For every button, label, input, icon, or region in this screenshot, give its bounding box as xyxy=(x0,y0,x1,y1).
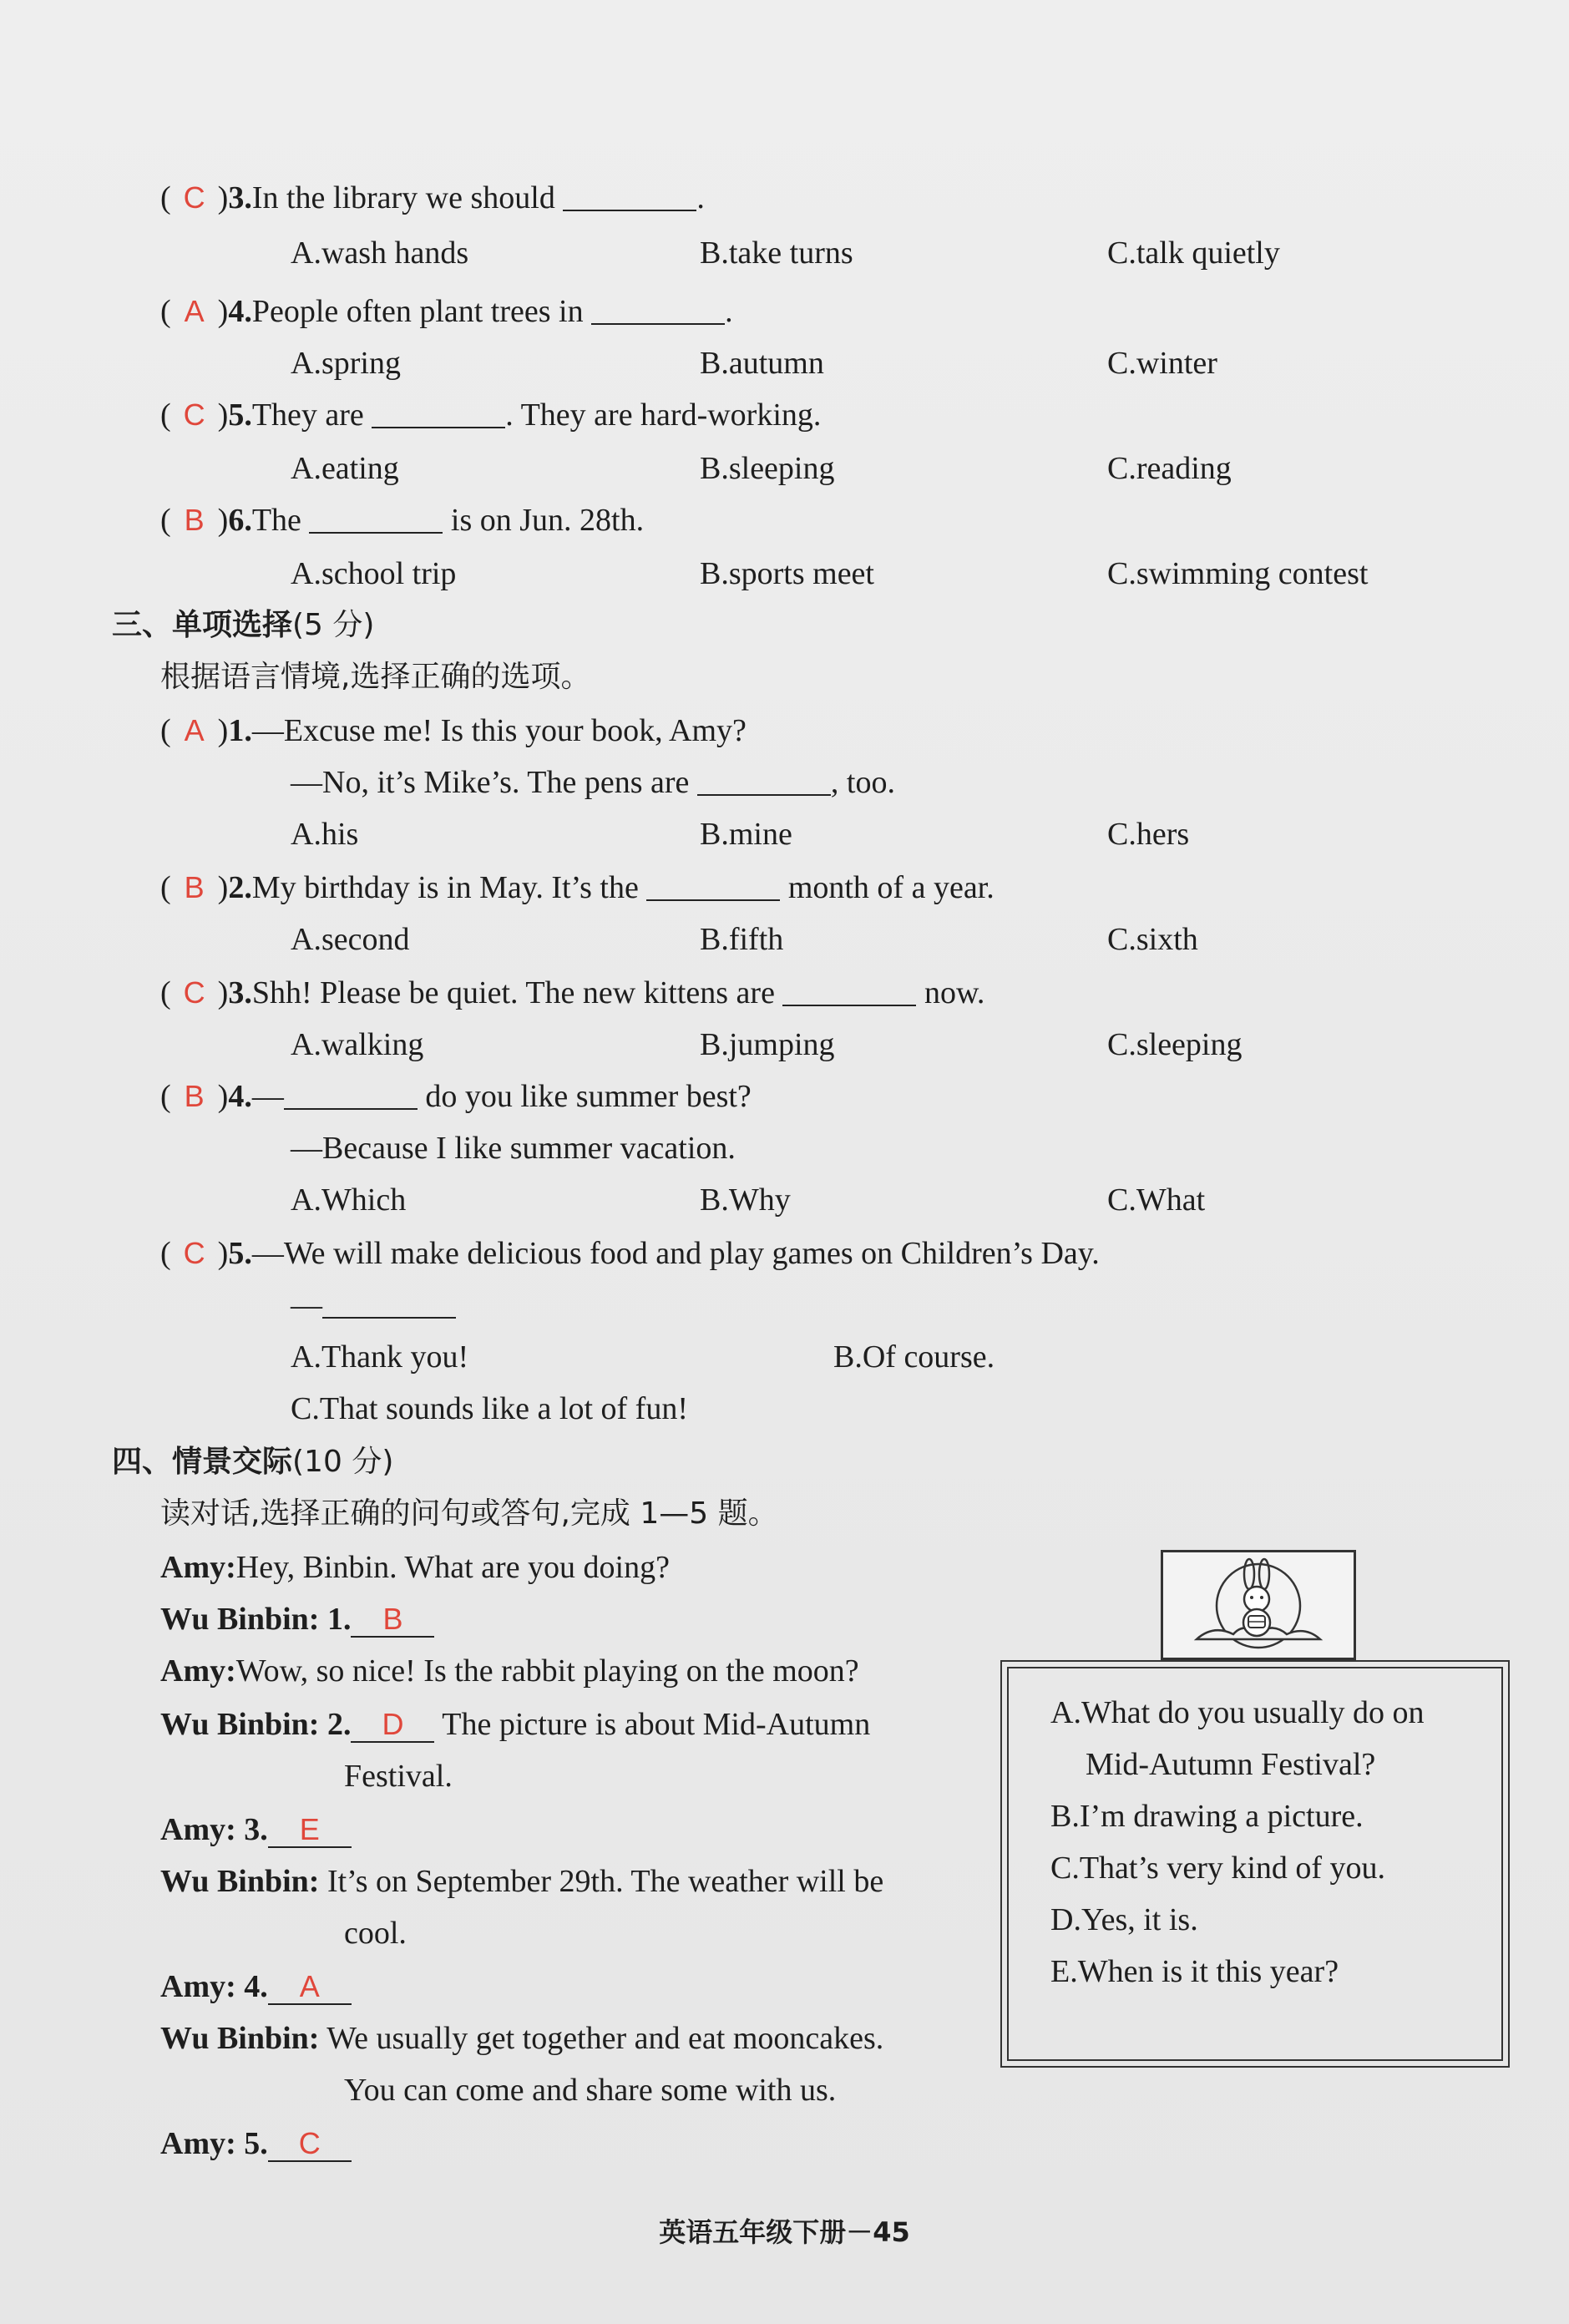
dialogue-line-6-cont: cool. xyxy=(344,1916,407,1951)
q3-4: ( B )4.— do you like summer best? xyxy=(160,1079,752,1114)
answer-choices-box xyxy=(1007,1667,1503,2061)
section-3-instruction: 根据语言情境,选择正确的选项。 xyxy=(160,660,591,694)
answer-blank: D xyxy=(351,1708,434,1743)
answer-blank: A xyxy=(268,1970,352,2005)
choice-b: B.I’m drawing a picture. xyxy=(1050,1799,1364,1834)
blank xyxy=(284,1080,418,1110)
blank xyxy=(591,295,725,325)
option-b: B.Why xyxy=(700,1182,791,1218)
q3-3: ( C )3.Shh! Please be quiet. The new kittens are now. xyxy=(160,975,985,1010)
option-a: A.spring xyxy=(291,346,401,381)
choice-a: A.What do you usually do on xyxy=(1050,1695,1425,1730)
option-c: C.hers xyxy=(1107,817,1190,852)
option-a: A.second xyxy=(291,922,410,957)
choice-e: E.When is it this year? xyxy=(1050,1954,1339,1989)
dialogue-line-8: Wu Binbin: We usually get together and eat mooncakes. xyxy=(160,2021,884,2056)
option-c: C.swimming contest xyxy=(1107,556,1369,591)
q2-4: ( A )4.People often plant trees in . xyxy=(160,294,733,329)
q2-5: ( C )5.They are . They are hard-working. xyxy=(160,397,822,433)
answer: C xyxy=(183,180,205,215)
option-a: A.his xyxy=(291,817,359,852)
answer-blank: C xyxy=(268,2127,352,2162)
option-b: B.autumn xyxy=(700,346,824,381)
dialogue-line-4: Wu Binbin: 2. D The picture is about Mid-Autumn xyxy=(160,1707,871,1742)
answer-blank: E xyxy=(268,1813,352,1848)
answer: C xyxy=(183,975,205,1010)
section-4-instruction: 读对话,选择正确的问句或答句,完成 1—5 题。 xyxy=(160,1496,778,1531)
option-a: A.Which xyxy=(291,1182,407,1218)
dialogue-line-3: Amy:Wow, so nice! Is the rabbit playing on the moon? xyxy=(160,1653,859,1689)
answer: A xyxy=(184,294,205,328)
answer: A xyxy=(184,713,205,747)
option-a: A.walking xyxy=(291,1027,424,1062)
section-4-heading: 四、情景交际(10 分) xyxy=(112,1445,394,1479)
choice-d: D.Yes, it is. xyxy=(1050,1902,1198,1937)
dialogue-line-7: Amy: 4. A xyxy=(160,1967,352,2006)
option-a: A.school trip xyxy=(291,556,457,591)
blank xyxy=(372,398,505,428)
dialogue-line-6: Wu Binbin: It’s on September 29th. The weather will be xyxy=(160,1864,884,1899)
q3-4-line2: —Because I like summer vacation. xyxy=(291,1131,736,1166)
option-b: B.Of course. xyxy=(833,1339,995,1375)
option-c: C.What xyxy=(1107,1182,1206,1218)
option-c: C.talk quietly xyxy=(1107,235,1280,271)
option-c: C.sleeping xyxy=(1107,1027,1243,1062)
blank xyxy=(563,181,696,211)
q3-1-line2: —No, it’s Mike’s. The pens are , too. xyxy=(291,765,895,800)
option-c: C.winter xyxy=(1107,346,1217,381)
option-b: B.mine xyxy=(700,817,792,852)
option-a: A.eating xyxy=(291,451,399,486)
rabbit-on-moon-icon xyxy=(1161,1550,1356,1660)
choice-c: C.That’s very kind of you. xyxy=(1050,1851,1386,1886)
option-c: C.That sounds like a lot of fun! xyxy=(291,1391,688,1426)
dialogue-line-8-cont: You can come and share some with us. xyxy=(344,2073,837,2108)
q3-1: ( A )1.—Excuse me! Is this your book, Amy? xyxy=(160,713,747,748)
option-b: B.take turns xyxy=(700,235,853,271)
q3-5: ( C )5.—We will make delicious food and play games on Children’s Day. xyxy=(160,1236,1100,1271)
option-c: C.sixth xyxy=(1107,922,1198,957)
dialogue-line-5: Amy: 3. E xyxy=(160,1810,352,1849)
q2-6: ( B )6.The is on Jun. 28th. xyxy=(160,503,645,538)
page-footer: 英语五年级下册－45 xyxy=(659,2216,910,2248)
dialogue-line-4-cont: Festival. xyxy=(344,1759,453,1794)
option-c: C.reading xyxy=(1107,451,1232,486)
blank xyxy=(782,976,916,1006)
answer: B xyxy=(184,870,205,904)
dialogue-line-9: Amy: 5. C xyxy=(160,2124,352,2163)
option-a: A.Thank you! xyxy=(291,1339,469,1375)
answer: C xyxy=(183,1236,205,1270)
dialogue-line-2: Wu Binbin: 1. B xyxy=(160,1600,434,1638)
section-3-heading: 三、单项选择(5 分) xyxy=(112,608,375,642)
answer: B xyxy=(184,1079,205,1113)
option-b: B.sports meet xyxy=(700,556,874,591)
rabbit-on-moon-drawing xyxy=(1163,1552,1354,1658)
option-b: B.fifth xyxy=(700,922,784,957)
choice-a-cont: Mid-Autumn Festival? xyxy=(1086,1747,1376,1782)
blank xyxy=(322,1289,456,1319)
option-b: B.jumping xyxy=(700,1027,835,1062)
blank xyxy=(309,504,443,534)
blank xyxy=(646,871,780,901)
answer-blank: B xyxy=(351,1602,434,1638)
q2-3: ( C )3.In the library we should . xyxy=(160,180,705,215)
q3-5-line2: — xyxy=(291,1286,456,1324)
option-a: A.wash hands xyxy=(291,235,469,271)
answer: C xyxy=(183,397,205,432)
q3-2: ( B )2.My birthday is in May. It’s the month of a year. xyxy=(160,870,995,905)
dialogue-line-1: Amy:Hey, Binbin. What are you doing? xyxy=(160,1550,670,1585)
option-b: B.sleeping xyxy=(700,451,835,486)
blank xyxy=(697,766,831,796)
answer: B xyxy=(184,503,205,537)
